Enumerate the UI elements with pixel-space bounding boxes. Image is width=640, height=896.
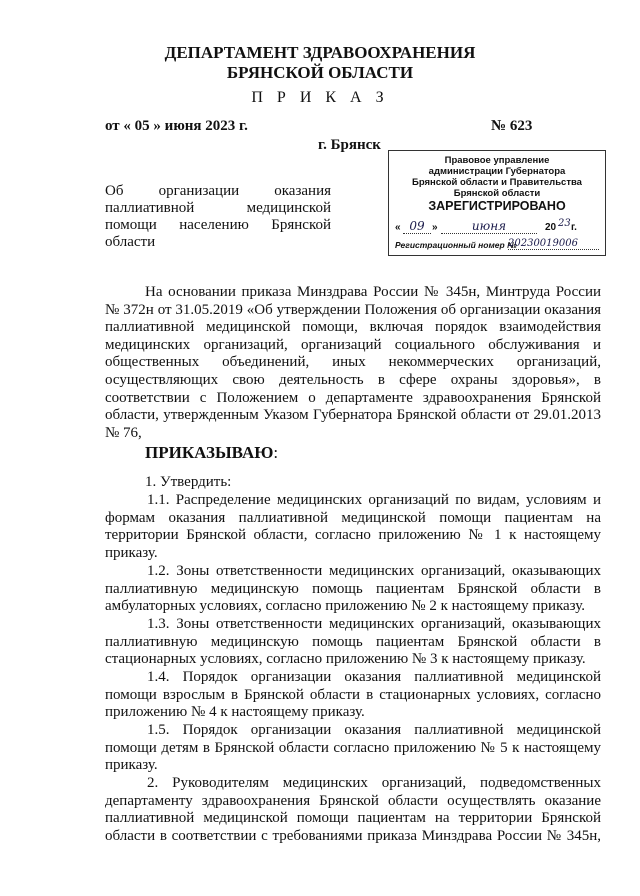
stamp-reg-year-prefix: 20: [545, 222, 557, 233]
text-line: приказу.: [105, 544, 158, 561]
title-line: области: [105, 234, 156, 250]
text-line: помощи взрослым в Брянской области в стационарных условиях, согласно: [105, 686, 601, 703]
text-line: общественных объединений, иных некоммерческих организаций,: [105, 354, 601, 371]
stamp-reg-number-value: 20230019006: [508, 238, 599, 250]
text-line: медицинских организаций, организаций социального обслуживания и: [105, 336, 601, 353]
order-number: № 623: [491, 118, 533, 134]
city: г. Брянск: [318, 137, 381, 153]
text-line: области, утвержденным Указом Губернатора Брянской области от 29.01.2013: [105, 407, 601, 424]
text-line: территории Брянской области, согласно приложению № 1 к настоящему: [105, 527, 601, 544]
text-line: помощи детям в Брянской области согласно приложению № 5 к настоящему: [105, 739, 601, 756]
department-name-line2: БРЯНСКОЙ ОБЛАСТИ: [226, 63, 414, 82]
stamp-line-1: Правовое управление: [444, 155, 550, 166]
item-1-3: [105, 616, 601, 669]
text-line: приложению № 4 к настоящему приказу.: [105, 704, 365, 721]
text-line: 1.4. Порядок организации оказания паллиативной медицинской: [147, 669, 601, 685]
stamp-registered: ЗАРЕГИСТРИРОВАНО: [428, 199, 566, 213]
registration-stamp: [388, 150, 606, 256]
text-line: формам оказания паллиативной медицинской помощи пациентам на: [105, 509, 601, 526]
text-line: 1. Утвердить:: [145, 474, 232, 490]
stamp-reg-year-suffix: 23: [558, 218, 571, 229]
title-line: паллиативной медицинской: [105, 200, 331, 216]
text-line: приказу.: [105, 757, 158, 774]
text-line: № 372н от 31.05.2019 «Об утверждении Положения об организации оказания: [105, 301, 601, 318]
order-word-colon: :: [273, 443, 279, 462]
order-word-block: [145, 443, 278, 463]
stamp-reg-year-end: г.: [571, 222, 577, 233]
text-line: 2. Руководителям медицинских организаций, подведомственных: [147, 775, 601, 791]
text-line: паллиативную медицинскую помощь пациентам Брянской области в: [105, 580, 601, 597]
stamp-date-row: « 09 » июня 20 23 г.: [395, 218, 577, 233]
item-1-1: [105, 492, 601, 562]
order-word: ПРИКАЗЫВАЮ: [145, 443, 274, 462]
text-line: 1.5. Порядок организации оказания паллиативной медицинской: [147, 722, 601, 738]
stamp-number-row: [395, 239, 599, 253]
stamp-reg-day: 09: [403, 219, 431, 234]
text-line: паллиативной медицинской помощи, включая порядок взаимодействия: [105, 319, 601, 336]
title-line: помощи населению Брянской: [105, 217, 331, 233]
title-line: Об организации оказания: [105, 183, 331, 199]
text-line: осуществляющих свою деятельность в сфере охраны здоровья», в: [105, 371, 601, 388]
stamp-line-2: администрации Губернатора: [428, 166, 566, 177]
item-2: [105, 775, 601, 845]
text-line: На основании приказа Минздрава России № 345н, Минтруда России: [145, 284, 601, 300]
department-name-line1: ДЕПАРТАМЕНТ ЗДРАВООХРАНЕНИЯ: [164, 43, 476, 62]
stamp-reg-month: июня: [441, 219, 537, 234]
text-line: 1.3. Зоны ответственности медицинских организаций, оказывающих: [147, 616, 601, 632]
text-line: № 76,: [105, 424, 142, 441]
item-1-heading: [105, 474, 601, 492]
text-line: департаменту здравоохранения Брянской области осуществлять оказание: [105, 792, 601, 809]
text-line: 1.2. Зоны ответственности медицинских организаций, оказывающих: [147, 563, 601, 579]
text-line: 1.1. Распределение медицинских организаций по видам, условиям и: [147, 492, 601, 508]
item-1-2: [105, 563, 601, 616]
document-type: П Р И К А З: [251, 89, 389, 106]
order-title: [105, 183, 331, 251]
text-line: амбулаторных условиях, согласно приложению № 2 к настоящему приказу.: [105, 598, 586, 615]
text-line: паллиативную медицинскую помощь пациентам Брянской области в: [105, 633, 601, 650]
text-line: области в соответствии с требованиями приказа Минздрава России № 345н,: [105, 827, 601, 844]
text-line: соответствии с Положением о департаменте здравоохранения Брянской: [105, 389, 601, 406]
text-line: паллиативной медицинской помощи пациентам на территории Брянской: [105, 810, 601, 827]
stamp-line-3: Брянской области и Правительства: [412, 177, 582, 188]
item-1-5: [105, 722, 601, 775]
order-date: от « 05 » июня 2023 г.: [105, 118, 248, 134]
item-1-4: [105, 669, 601, 722]
text-line: стационарных условиях, согласно приложению № 3 к настоящему приказу.: [105, 651, 586, 668]
preamble: [105, 284, 601, 442]
stamp-reg-number-label: Регистрационный номер №: [395, 240, 517, 250]
stamp-line-4: Брянской области: [453, 188, 541, 199]
